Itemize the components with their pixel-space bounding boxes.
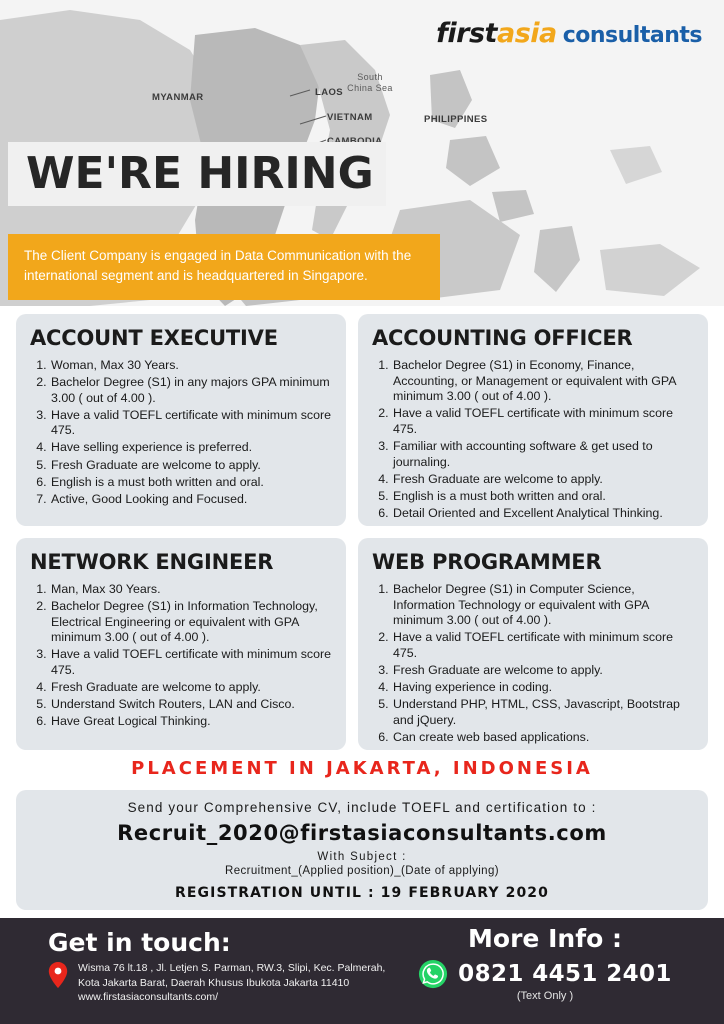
requirement-item: 4. Have selling experience is preferred. [50,440,332,456]
requirement-item: 3. Have a valid TOEFL certificate with minimum score 475. [50,408,332,439]
requirement-item: 4. Fresh Graduate are welcome to apply. [392,472,694,488]
job-card-account-executive [16,314,346,526]
location-pin-icon [48,962,68,988]
requirement-item: 3. Have a valid TOEFL certificate with minimum score 475. [50,647,332,678]
requirement-item: 4. Having experience in coding. [392,680,694,696]
subject-label: With Subject : [317,851,407,863]
map-label-myanmar: MYANMAR [152,92,204,103]
whatsapp-icon [418,959,448,989]
subject-format: Recruitment_(Applied position)_(Date of applying) [224,865,499,877]
hiring-banner [8,142,386,206]
footer-contact-section [48,928,408,1005]
job-card-web-programmer [358,538,708,750]
phone-note: (Text Only ) [516,990,574,1002]
requirement-item: 2. Bachelor Degree (S1) in Information Technology, Electrical Engineering or equivalent with GPA minimum 3.00 ( out of 4.00 ). [50,599,332,646]
requirement-item: 3. Fresh Graduate are welcome to apply. [392,663,694,679]
office-address [48,961,408,1005]
job-card-accounting-officer [358,314,708,526]
map-label-laos: LAOS [315,87,343,98]
requirement-item: 6. Have Great Logical Thinking. [50,714,332,730]
whatsapp-number: 0821 4451 2401 [458,961,672,987]
job-requirements-list [372,582,694,745]
application-email[interactable]: Recruit_2020@firstasiaconsultants.com [117,821,607,845]
job-title: ACCOUNT EXECUTIVE [30,326,278,350]
logo-text-asia: asia [496,18,557,49]
requirement-item: 5. Understand PHP, HTML, CSS, Javascript, Bootstrap and jQuery. [392,697,694,728]
job-requirements-list [30,582,332,730]
requirement-item: 1. Man, Max 30 Years. [50,582,332,598]
logo-text-first: first [436,18,497,49]
map-label-philippines: PHILIPPINES [424,114,488,125]
job-card-network-engineer [16,538,346,750]
company-intro: The Client Company is engaged in Data Communication with the international segment and is headquartered in Singapore. [8,234,440,300]
address-line-2: Kota Jakarta Barat, Daerah Khusus Ibukota Jakarta 11410 [78,976,350,989]
requirement-item: 1. Bachelor Degree (S1) in Computer Science, Information Technology or equivalent with GPA minimum 3.00 ( out of 4.00 ). [392,582,694,629]
placement-notice: PLACEMENT IN JAKARTA, INDONESIA [131,758,593,779]
requirement-item: 2. Have a valid TOEFL certificate with minimum score 475. [392,630,694,661]
map-label-south-china-sea: South China Sea [347,72,393,93]
job-title: ACCOUNTING OFFICER [372,326,633,350]
requirement-item: 1. Woman, Max 30 Years. [50,358,332,374]
requirement-item: 5. Understand Switch Routers, LAN and Cisco. [50,697,332,713]
requirement-item: 1. Bachelor Degree (S1) in Economy, Finance, Accounting, or Management or equivalent with GPA minimum 3.00 ( out of 4.00 ). [392,358,694,405]
job-requirements-list [30,358,332,507]
page-title: WE'RE HIRING [26,148,374,199]
whatsapp-contact[interactable] [400,959,690,989]
requirement-item: 7. Active, Good Looking and Focused. [50,492,332,508]
poster-footer [0,918,724,1024]
footer-more-info-section [400,924,690,1002]
registration-deadline: REGISTRATION UNTIL : 19 FEBRUARY 2020 [175,885,549,901]
requirement-item: 2. Bachelor Degree (S1) in any majors GPA minimum 3.00 ( out of 4.00 ). [50,375,332,406]
map-label-vietnam: VIETNAM [327,112,373,123]
website-url[interactable]: www.firstasiaconsultants.com/ [78,991,219,1003]
company-logo [436,18,702,49]
job-title: WEB PROGRAMMER [372,550,602,574]
logo-text-consultants: consultants [562,23,702,48]
requirement-item: 5. English is a must both written and oral. [392,489,694,505]
job-title: NETWORK ENGINEER [30,550,274,574]
requirement-item: 6. Detail Oriented and Excellent Analytical Thinking. [392,506,694,522]
more-info-heading: More Info : [468,924,622,953]
poster-header [0,0,724,306]
get-in-touch-heading: Get in touch: [48,928,231,957]
requirement-item: 6. Can create web based applications. [392,730,694,746]
requirement-item: 2. Have a valid TOEFL certificate with minimum score 475. [392,406,694,437]
job-requirements-list [372,358,694,521]
address-line-1: Wisma 76 lt.18 , Jl. Letjen S. Parman, RW.3, Slipi, Kec. Palmerah, [78,962,386,974]
application-instructions [16,790,708,910]
requirement-item: 4. Fresh Graduate are welcome to apply. [50,680,332,696]
requirement-item: 5. Fresh Graduate are welcome to apply. [50,458,332,474]
requirement-item: 6. English is a must both written and oral. [50,475,332,491]
requirement-item: 3. Familiar with accounting software & get used to journaling. [392,439,694,470]
cv-instruction-text: Send your Comprehensive CV, include TOEFL and certification to : [127,800,597,815]
